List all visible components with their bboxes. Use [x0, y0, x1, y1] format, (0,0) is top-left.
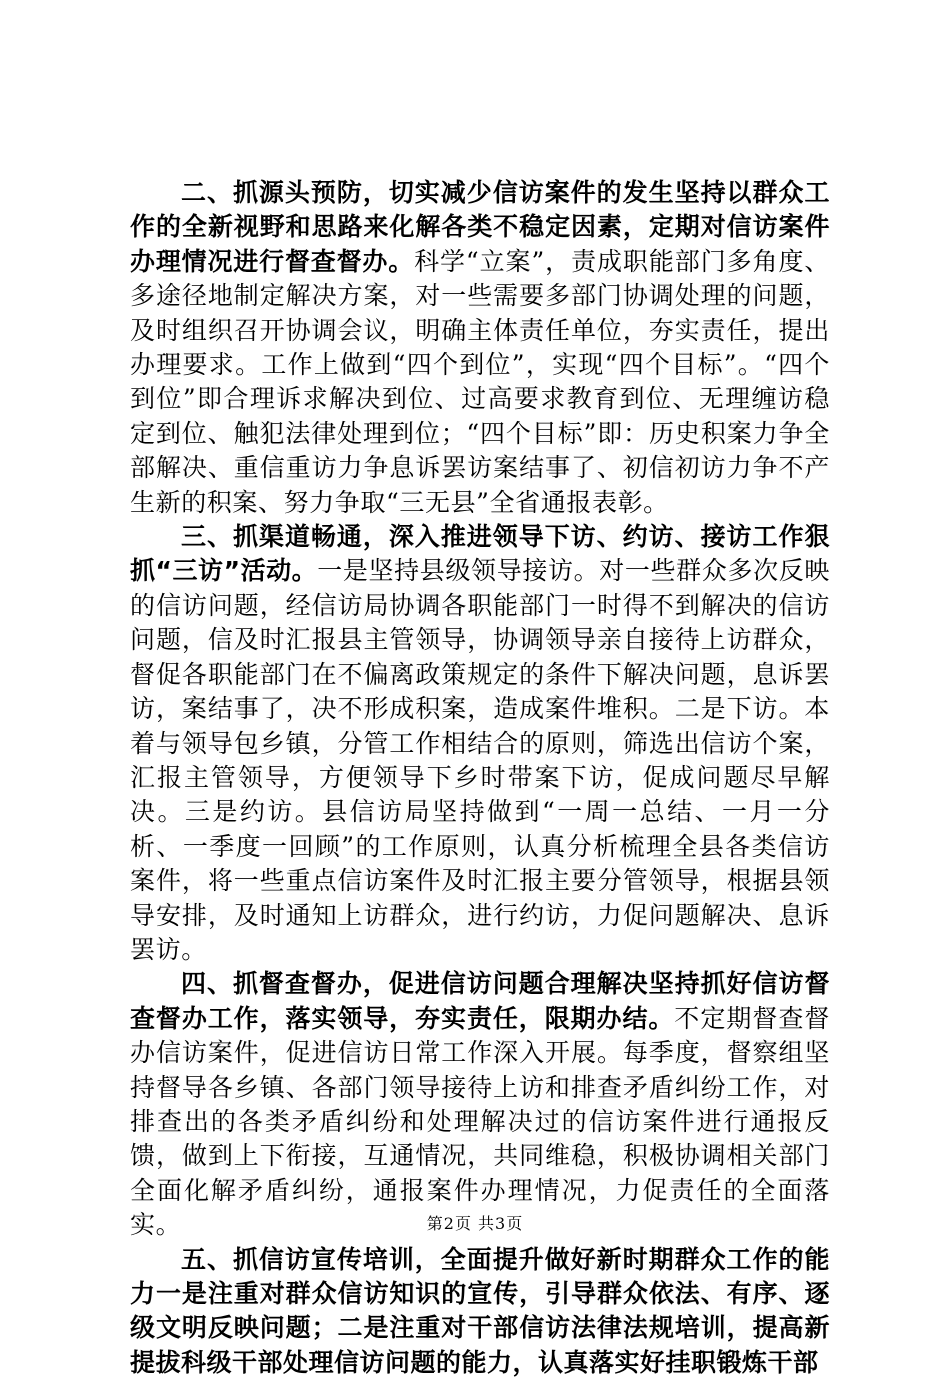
- paragraph-2: [130, 176, 830, 520]
- paragraph-text: 科学“立案”，责成职能部门多角度、多途径地制定解决方案，对一些需要多部门协调处理的问题，及时组织召开协调会议，明确主体责任单位，夯实责任，提出办理要求。工作上做到“四个到位”，实现“四个目标”。“四个到位”即合理诉求解决到位、过高要求教育到位、无理缠访稳定到位、触犯法律处理到位；“四个目标”即：历史积案力争全部解决、重信重访力争息诉罢访案结事了、初信初访力争不产生新的积案、努力争取“三无县”全省通报表彰。: [130, 246, 830, 517]
- paragraph-text: 不定期督查督办信访案件，促进信访日常工作深入开展。每季度，督察组坚持督导各乡镇、各部门领导接待上访和排查矛盾纠纷工作，对排查出的各类矛盾纠纷和处理解决过的信访案件进行通报反馈，做到上下衔接，互通情况，共同维稳，积极协调相关部门全面化解矛盾纠纷，通报案件办理情况，力促责任的全面落实。: [130, 1003, 830, 1240]
- paragraph-heading: 四、抓督查督办，促进信访问题合理解决坚持抓好信访督查督办工作，落实领导，夯实责任，限期办结。: [130, 969, 830, 1033]
- document-body: [130, 176, 830, 1380]
- paragraph-text: 一是坚持县级领导接访。对一些群众多次反映的信访问题，经信访局协调各职能部门一时得不到解决的信访问题，信及时汇报县主管领导，协调领导亲自接待上访群众，督促各职能部门在不偏离政策规定的条件下解决问题，息诉罢访，案结事了，决不形成积案，造成案件堆积。二是下访。本着与领导包乡镇，分管工作相结合的原则，筛选出信访个案，汇报主管领导，方便领导下乡时带案下访，促成问题尽早解决。三是约访。县信访局坚持做到“一周一总结、一月一分析、一季度一回顾”的工作原则，认真分析梳理全县各类信访案件，将一些重点信访案件及时汇报主要分管领导，根据县领导安排，及时通知上访群众，进行约访，力促问题解决、息诉罢访。: [130, 556, 830, 964]
- paragraph-heading: 三、抓渠道畅通，深入推进领导下访、约访、接访工作狠抓“三访”活动。: [130, 522, 830, 586]
- page-number-footer: 第2页 共3页: [426, 1214, 524, 1233]
- paragraph-4: [130, 967, 830, 1242]
- paragraph-3: [130, 520, 830, 967]
- paragraph-heading: 二、抓源头预防，切实减少信访案件的发生坚持以群众工作的全新视野和思路来化解各类不稳定因素，定期对信访案件办理情况进行督查督办。: [130, 178, 830, 276]
- paragraph-5: [130, 1243, 830, 1380]
- paragraph-heading: 五、抓信访宣传培训，全面提升做好新时期群众工作的能力一是注重对群众信访知识的宣传，引导群众依法、有序、逐级文明反映问题；二是注重对干部信访法律法规培训，提高新提拔科级干部处理信访问题的能力，认真落实好挂职锻炼干部: [130, 1244, 830, 1377]
